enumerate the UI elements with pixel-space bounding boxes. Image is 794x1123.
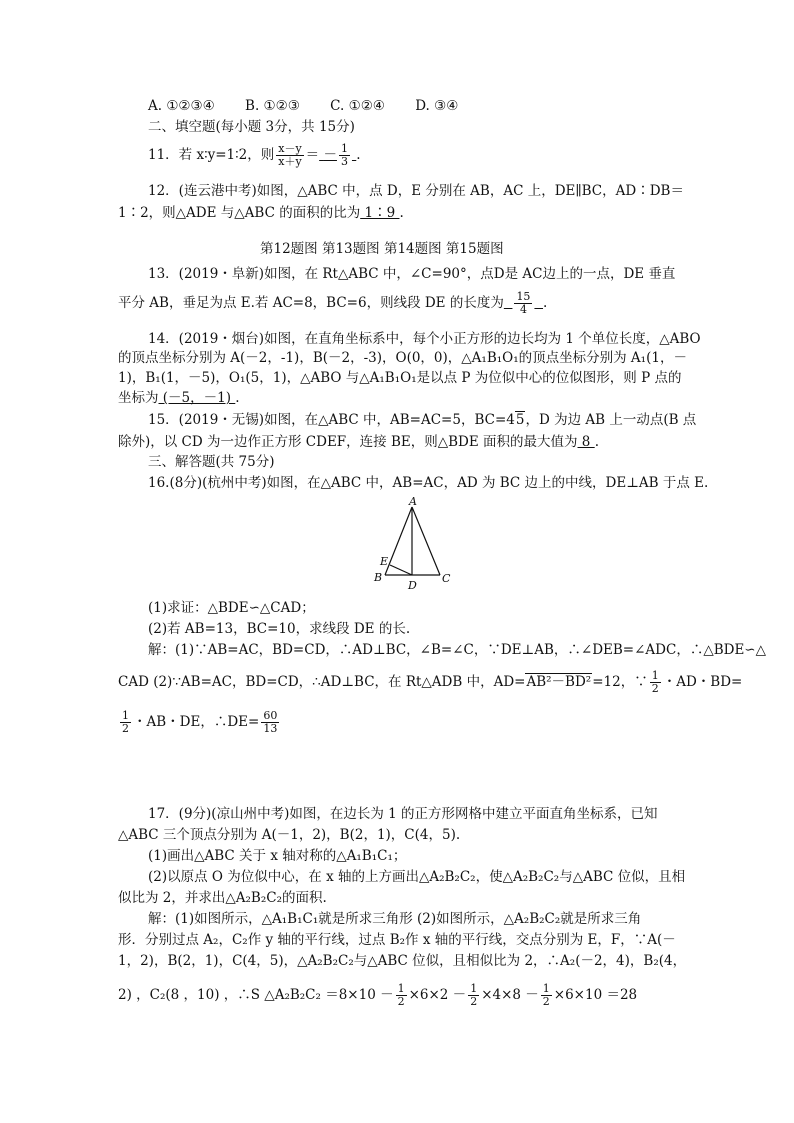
q17-part1: (1)画出△ABC 关于 x 轴对称的△A₁B₁C₁； bbox=[148, 848, 407, 864]
q16-solution-line2: CAD (2)∵AB=AC，BD=CD，∴AD⊥BC，在 Rt△ADB 中，AD=AB²－BD²=12，∵ $\frac{1}{2}$ ・AD・BD= bbox=[118, 669, 743, 695]
question-17-line1: 17．(9分)(凉山州中考)如图，在边长为 1 的正方形网格中建立平面直角坐标系，已知 bbox=[148, 806, 658, 822]
vertex-label-a: A bbox=[409, 495, 417, 508]
question-14-line3: 1)，B₁(1，－5)，O₁(5，1)，△ABO 与△A₁B₁O₁是以点 P 为位似中心的位似图形，则 P 点的 bbox=[118, 370, 682, 386]
option-b: B. ①②③ bbox=[245, 98, 300, 114]
q17-part2-line1: (2)以原点 O 为位似中心，在 x 轴的上方画出△A₂B₂C₂，使△A₂B₂C₂与△ABC 位似，且相 bbox=[148, 869, 686, 885]
q17-solution-line3: 1，2)，B(2，1)，C(4，5)，△A₂B₂C₂与△ABC 位似，且相似比为 2，∴A₂(－2，4)，B₂(4， bbox=[118, 953, 687, 969]
q11-answer: － $\frac{1}{3}$ bbox=[323, 142, 348, 168]
question-13-line2: 平分 AB，垂足为点 E.若 AC=8，BC=6，则线段 DE 的长度为 $\frac{15}{4}$ . bbox=[118, 290, 548, 316]
q17-part2-line2: 似比为 2，并求出△A₂B₂C₂的面积. bbox=[118, 890, 327, 906]
option-c: C. ①②④ bbox=[330, 98, 385, 114]
q11-fraction: $\frac{x-y}{x+y}$ bbox=[278, 142, 302, 168]
question-11: 11．若 x∶y=1∶2，则 $\frac{x-y}{x+y}$ ＝ － $\frac{1}{3}$ . bbox=[148, 142, 361, 168]
option-d: D. ③④ bbox=[415, 98, 459, 114]
section-solutions-heading: 三、解答题(共 75分) bbox=[148, 454, 275, 470]
vertex-label-b: B bbox=[374, 571, 383, 584]
q14-answer: (－5，－1) bbox=[158, 390, 236, 406]
question-16-stem: 16.(8分)(杭州中考)如图，在△ABC 中，AB=AC，AD 为 BC 边上的中线，DE⊥AB 于点 E. bbox=[148, 475, 709, 491]
q16-part1: (1)求证：△BDE∽△CAD； bbox=[148, 600, 315, 616]
question-12-line2: 1∶2，则△ADE 与△ABC 的面积的比为 1∶9 . bbox=[118, 205, 404, 221]
figure-captions: 第12题图 第13题图 第14题图 第15题图 bbox=[260, 241, 504, 257]
question-15-line1: 15．(2019・无锡)如图，在△ABC 中，AB=AC=5，BC=45，D 为边 AB 上一动点(B 点 bbox=[148, 412, 697, 428]
q17-solution-line2: 形．分别过点 A₂，C₂作 y 轴的平行线，过点 B₂作 x 轴的平行线，交点分别为 E，F，∵A(－ bbox=[118, 932, 676, 948]
q11-prefix: 11．若 x∶y=1∶2，则 bbox=[148, 147, 275, 163]
question-12-line1: 12．(连云港中考)如图，△ABC 中，点 D，E 分别在 AB，AC 上，DE∥BC，AD∶DB＝ bbox=[148, 183, 684, 199]
question-17-line2: △ABC 三个顶点分别为 A(－1，2)，B(2，1)，C(4，5). bbox=[118, 827, 461, 843]
q17-solution-line4: 2) ，C₂(8 ，10) ，∴S △A₂B₂C₂ ＝8×10 － $\frac{1}{2}$ ×6×2 － $\frac{1}{2}$ ×4×8 － $\frac{1}{2}$ ×6×10 ＝28 bbox=[118, 982, 638, 1008]
vertex-label-c: C bbox=[442, 572, 451, 585]
q15-sqrt: 5 bbox=[515, 412, 525, 428]
triangle-figure bbox=[370, 495, 460, 595]
option-a: A. ①②③④ bbox=[148, 98, 215, 114]
question-14-line2: 的顶点坐标分别为 A(－2，-1)，B(－2，-3)，O(0，0)，△A₁B₁O₁的顶点坐标分别为 A₁(1，－ bbox=[118, 350, 687, 366]
q16-part2: (2)若 AB=13，BC=10，求线段 DE 的长. bbox=[148, 621, 411, 637]
question-15-line2: 除外)，以 CD 为一边作正方形 CDEF，连接 BE，则△BDE 面积的最大值为 8 . bbox=[118, 434, 599, 450]
answer-options bbox=[148, 97, 484, 115]
vertex-label-d: D bbox=[408, 579, 417, 592]
q16-solution-line3: $\frac{1}{2}$ ・AB・DE，∴DE= $\frac{60}{13}$ bbox=[122, 709, 278, 735]
question-14-line1: 14．(2019・烟台)如图，在直角坐标系中，每个小正方形的边长均为 1 个单位长度，△ABO bbox=[148, 331, 701, 347]
vertex-label-e: E bbox=[380, 555, 389, 568]
section-fill-in-heading: 二、填空题(每小题 3分，共 15分) bbox=[148, 119, 355, 135]
q16-sqrt: AB²－BD² bbox=[526, 674, 592, 690]
question-13-line1: 13．(2019・阜新)如图，在 Rt△ABC 中，∠C=90°，点D是 AC边上的一点，DE 垂直 bbox=[148, 266, 676, 282]
q13-answer: $\frac{15}{4}$ bbox=[516, 290, 531, 316]
q12-answer: 1∶9 bbox=[360, 205, 400, 221]
q15-answer: 8 bbox=[577, 434, 595, 450]
question-14-line4: 坐标为 (－5，－1) . bbox=[118, 390, 240, 406]
q16-solution-line1: 解：(1)∵AB=AC，BD=CD，∴AD⊥BC，∠B=∠C，∵DE⊥AB，∴∠DEB=∠ADC，∴△BDE∽△ bbox=[148, 642, 767, 658]
q17-solution-line1: 解：(1)如图所示，△A₁B₁C₁就是所求三角形 (2)如图所示，△A₂B₂C₂就是所求三角 bbox=[148, 911, 642, 927]
